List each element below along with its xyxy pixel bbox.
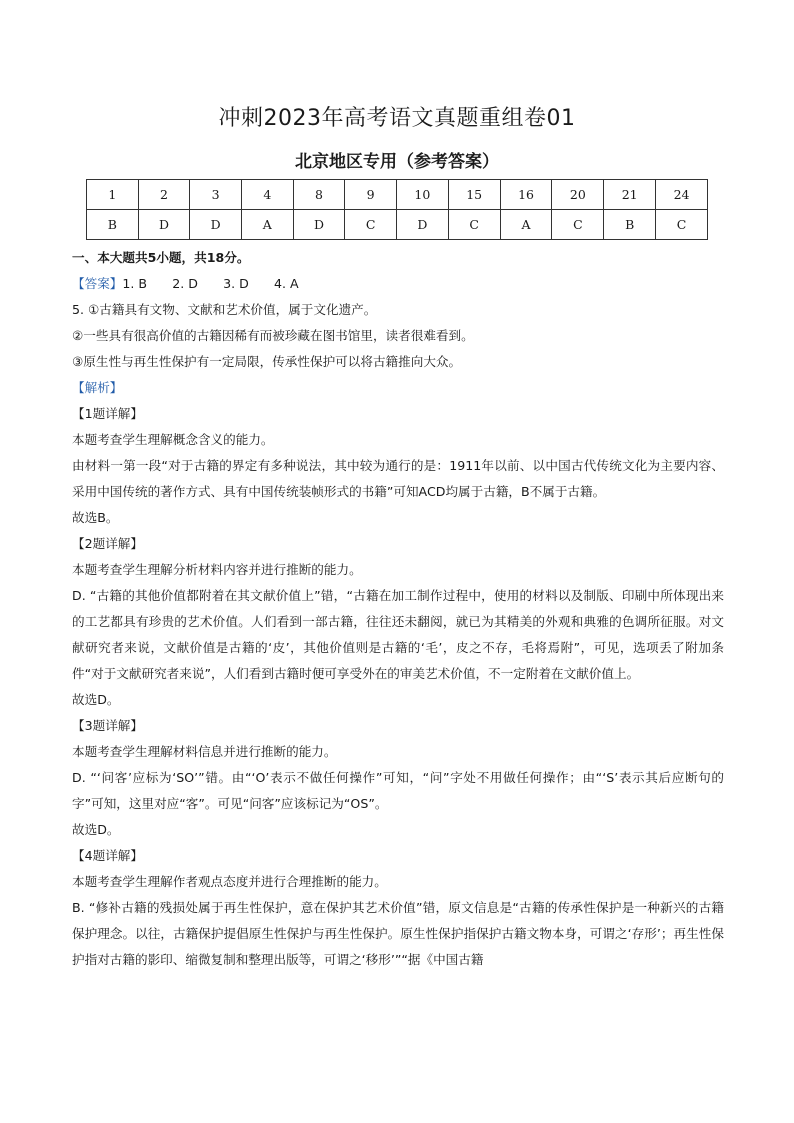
q1-explanation: 由材料一第一段“对于古籍的界定有多种说法，其中较为通行的是：1911年以前、以中国古代传统文化为主要内容、采用中国传统的著作方式、具有中国传统装帧形式的书籍”可知ACD均属于古籍，B不属于古籍。: [72, 458, 724, 499]
q1-choice: 故选B。: [72, 510, 119, 525]
answer-cell: D: [138, 210, 190, 240]
q1-intro: 本题考查学生理解概念含义的能力。: [72, 432, 274, 447]
q4-heading: 【4题详解】: [72, 848, 143, 863]
answer-table-answer-row: [87, 210, 708, 240]
question-number-cell: 2: [138, 180, 190, 210]
question-number-cell: 24: [656, 180, 708, 210]
q5-answer-line: ②一些具有很高价值的古籍因稀有而被珍藏在图书馆里，读者很难看到。: [72, 328, 474, 343]
question-number-cell: 16: [500, 180, 552, 210]
answer-cell: A: [241, 210, 293, 240]
question-number-cell: 9: [345, 180, 397, 210]
answers-line: 1. B 2. D 3. D 4. A: [122, 276, 299, 291]
answer-table-number-row: [87, 180, 708, 210]
q3-explanation: D. “‘问客’应标为‘SO’”错。由“‘O’表示不做任何操作”可知，“问”字处不用做任何操作；由“‘S’表示其后应断句的字”可知，这里对应“客”。可见“问客”应该标记为“OS”。: [72, 770, 724, 811]
q5-answer-line: ③原生性与再生性保护有一定局限，传承性保护可以将古籍推向大众。: [72, 354, 462, 369]
q4-explanation: B. “修补古籍的残损处属于再生性保护，意在保护其艺术价值”错，原文信息是“古籍的传承性保护是一种新兴的古籍保护理念。以往，古籍保护提倡原生性保护与再生性保护。原生性保护指保护古籍文物本身，可谓之‘存形’；再生性保护指对古籍的影印、缩微复制和整理出版等，可谓之‘移形’”“据《中国古籍: [72, 900, 724, 967]
q1-heading: 【1题详解】: [72, 406, 143, 421]
page-subtitle: 北京地区专用（参考答案）: [295, 152, 499, 172]
answer-cell: D: [396, 210, 448, 240]
answers-summary-line: [72, 271, 724, 297]
section-heading: 一、本大题共5小题，共18分。: [72, 250, 250, 265]
q4-intro: 本题考查学生理解作者观点态度并进行合理推断的能力。: [72, 874, 387, 889]
answer-cell: C: [656, 210, 708, 240]
analysis-tag: 【解析】: [72, 380, 123, 395]
q3-choice: 故选D。: [72, 822, 120, 837]
answer-cell: A: [500, 210, 552, 240]
question-number-cell: 4: [241, 180, 293, 210]
question-number-cell: 21: [604, 180, 656, 210]
question-number-cell: 15: [448, 180, 500, 210]
answer-cell: C: [448, 210, 500, 240]
answer-cell: B: [87, 210, 139, 240]
q2-choice: 故选D。: [72, 692, 120, 707]
page-title: 冲刺2023年高考语文真题重组卷01: [218, 106, 576, 131]
answer-cell: C: [345, 210, 397, 240]
question-number-cell: 10: [396, 180, 448, 210]
answer-cell: D: [293, 210, 345, 240]
answer-cell: B: [604, 210, 656, 240]
answer-table: [86, 179, 708, 240]
q2-heading: 【2题详解】: [72, 536, 143, 551]
q2-explanation: D. “古籍的其他价值都附着在其文献价值上”错，“古籍在加工制作过程中，使用的材料以及制版、印刷中所体现出来的工艺都具有珍贵的艺术价值。人们看到一部古籍，往往还未翻阅，就已为其精美的外观和典雅的色调所征服。对文献研究者来说，文献价值是古籍的‘皮’，其他价值则是古籍的‘毛’，皮之不存，毛将焉附”，可见，选项丢了附加条件“对于文献研究者来说”，人们看到古籍时便可享受外在的审美艺术价值，不一定附着在文献价值上。: [72, 588, 724, 681]
question-number-cell: 3: [190, 180, 242, 210]
q3-intro: 本题考查学生理解材料信息并进行推断的能力。: [72, 744, 337, 759]
question-number-cell: 8: [293, 180, 345, 210]
answer-body: [72, 245, 724, 973]
question-number-cell: 20: [552, 180, 604, 210]
q2-intro: 本题考查学生理解分析材料内容并进行推断的能力。: [72, 562, 362, 577]
q5-answer-line: 5. ①古籍具有文物、文献和艺术价值，属于文化遗产。: [72, 302, 377, 317]
answer-tag: 【答案】: [72, 276, 123, 291]
answer-cell: C: [552, 210, 604, 240]
answer-cell: D: [190, 210, 242, 240]
q3-heading: 【3题详解】: [72, 718, 143, 733]
question-number-cell: 1: [87, 180, 139, 210]
